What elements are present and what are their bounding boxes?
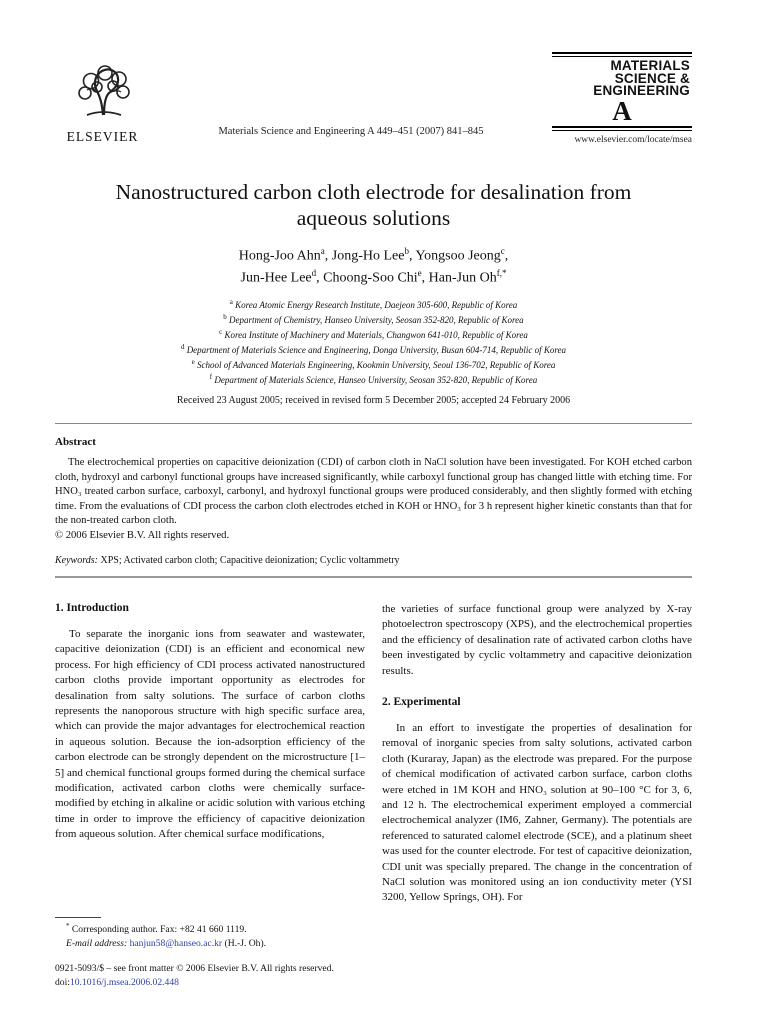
elsevier-logo <box>55 63 150 145</box>
author: Hong-Joo Ahn <box>238 248 321 264</box>
author: Jong-Ho Lee <box>331 248 405 264</box>
author-line-2: Jun-Hee Lee$^d$, Choong-Soo Chi$^e$, Han-Jun $Oh^{f,*}$ <box>240 267 507 286</box>
abstract-top-rule <box>55 423 692 424</box>
keywords-label: Keywords: <box>55 555 98 567</box>
logo-line-1: MATERIALS <box>610 58 690 73</box>
journal-logo <box>552 52 692 145</box>
journal-website-link[interactable]: www.elsevier.com/locate/msea <box>574 134 692 145</box>
journal-logo-letter: A <box>612 95 632 126</box>
logo-line-2: SCIENCE & <box>614 70 690 86</box>
author: Choong-Soo Chi <box>323 270 418 286</box>
author: Han-Jun Oh <box>428 270 497 286</box>
publisher-name: ELSEVIER <box>66 128 139 144</box>
email-note: E-mail address: hanjun58@hanseo.ac.kr (H.-J. Oh). <box>66 937 267 949</box>
section-heading-introduction: 1. Introduction <box>55 602 129 615</box>
page-header <box>55 52 692 145</box>
logo-bottom-rule <box>552 126 692 131</box>
article-title: Nanostructured carbon cloth electrode for desalination from aqueous solutions <box>115 179 632 231</box>
doi-link[interactable]: 10.1016/j.msea.2006.02.448 <box>69 977 179 989</box>
keywords-line <box>55 555 692 566</box>
article-body <box>55 602 692 990</box>
affiliation: $^b$ Department of Chemistry, Hanseo University, Seosan 352-820, Republic of Korea <box>223 312 524 325</box>
affiliation: $^a$ Korea Atomic Energy Research Institute, Daejeon 305-600, Republic of Korea <box>229 297 518 310</box>
author-list <box>55 245 692 288</box>
introduction-continuation-paragraph: the varieties of surface functional group were analyzed by X-ray photoelectron spectroscopy (XPS), and the electrochemical properties and the efficiency of desalination rate of activated carbon cloths have been investigated by cyclic voltammetry and capacitive deionization results. <box>382 603 692 677</box>
elsevier-tree-icon <box>67 63 139 127</box>
author: Yongsoo Jeong <box>415 248 501 264</box>
received-dates: Received 23 August 2005; received in revised form 5 December 2005; accepted 24 February 2006 <box>176 395 571 407</box>
journal-logo-text <box>552 57 692 98</box>
affiliation: $^e$ School of Advanced Materials Engineering, Kookmin University, Seoul 136-702, Republic of Korea <box>191 357 556 370</box>
experimental-paragraph: In an effort to investigate the properties of desalination for removal of inorganic species from salty solutions, activated carbon cloth (Kuraray, Japan) as the electrode was prepared. For the purpose of chemical modification of activated carbon surface, carbon cloths were etched in 1M KOH and HNO₃ solution at 90–100 °C for 3, 6, and 12 h. The electrochemical experiment employed a commercial electrochemical analyzer (IM6, Zahner, Germany). The potentials are referenced to saturated calomel electrode (SCE), and a platinum sheet was used for the counter electrode. For test of capacitive deionization, CDI unit was specially prepared. The change in the concentration of NaCl solution was monitored using an ion conductivity meter (YSI 3200, Yellow Springs, OH). For <box>382 722 692 904</box>
footnote-rule <box>55 917 101 918</box>
keywords-text: XPS; Activated carbon cloth; Capacitive deionization; Cyclic voltammetry <box>97 555 400 567</box>
author-line-1: Hong-Joo Ahn$^a$, Jong-Ho Lee$^b$, Yongsoo Jeong$^c$, <box>238 246 509 264</box>
doi-line: doi:10.1016/j.msea.2006.02.448 <box>55 977 179 989</box>
front-matter <box>55 962 365 990</box>
abstract-copyright: © 2006 Elsevier B.V. All rights reserved. <box>55 530 230 542</box>
issn-line: 0921-5093/$ – see front matter © 2006 Elsevier B.V. All rights reserved. <box>55 963 334 975</box>
corresponding-author-note: * Corresponding author. Fax: +82 41 660 1119. <box>66 922 247 936</box>
affiliation: $^f$ Department of Materials Science, Hanseo University, Seosan 352-820, Republic of Korea <box>209 372 538 385</box>
author: Jun-Hee Lee <box>240 270 312 286</box>
abstract-heading: Abstract <box>55 436 96 449</box>
keywords-bottom-rule <box>55 576 692 578</box>
left-column <box>55 602 365 990</box>
affiliation-list <box>55 297 692 387</box>
email-link[interactable]: hanjun58@hanseo.ac.kr <box>129 937 223 949</box>
logo-line-3: ENGINEERING <box>593 83 690 98</box>
affiliation: $^c$ Korea Institute of Machinery and Materials, Changwon 641-010, Republic of Korea <box>219 327 528 340</box>
introduction-paragraph: To separate the inorganic ions from seawater and wastewater, capacitive deionization (CDI) is an efficient and economical new process. For high efficiency of CDI process activated nanostructured carbon cloths provide important opportunity as electrodes for desalination from salty solutions. The surface of carbon cloths represents the nanoporous structure with high specific surface area, which can provide the major advantages for electrochemical reaction in aqueous solution. Because the ion-adsorption efficiency of the carbon electrode can be strongly dependent on the microstructure [1–5] and chemical functional groups formed during the chemical surface modification, activated carbon cloths were chemically surface-modified by etching in alkaline or acidic solution with various etching time in order to improve the efficiency of capacitive deionization from aqueous solution. After chemical surface modifications, <box>55 628 365 841</box>
footnote-block <box>55 917 365 990</box>
journal-citation-line: Materials Science and Engineering A 449–451 (2007) 841–845 <box>218 125 484 137</box>
section-heading-experimental: 2. Experimental <box>382 696 461 709</box>
abstract-text: The electrochemical properties on capacitive deionization (CDI) of carbon cloth in NaCl solution have been investigated. For KOH etched carbon cloth, hydroxyl and carbonyl functional groups have increased significantly, while carboxyl functional group has changed little with etching time. For HNO₃ treated carbon surface, carboxyl, carbonyl, and hydroxyl functional groups were produced considerably, and then slightly formed with etching time. From the evaluations of CDI process the carbon cloth electrodes etched in KOH or HNO₃ for 3 h represent higher kinetic constants than that for the non-treated carbon cloth. <box>55 457 692 527</box>
affiliation: $^d$ Department of Materials Science and Engineering, Donga University, Busan 604-714, Republic of Korea <box>180 342 567 355</box>
right-column <box>382 602 692 990</box>
